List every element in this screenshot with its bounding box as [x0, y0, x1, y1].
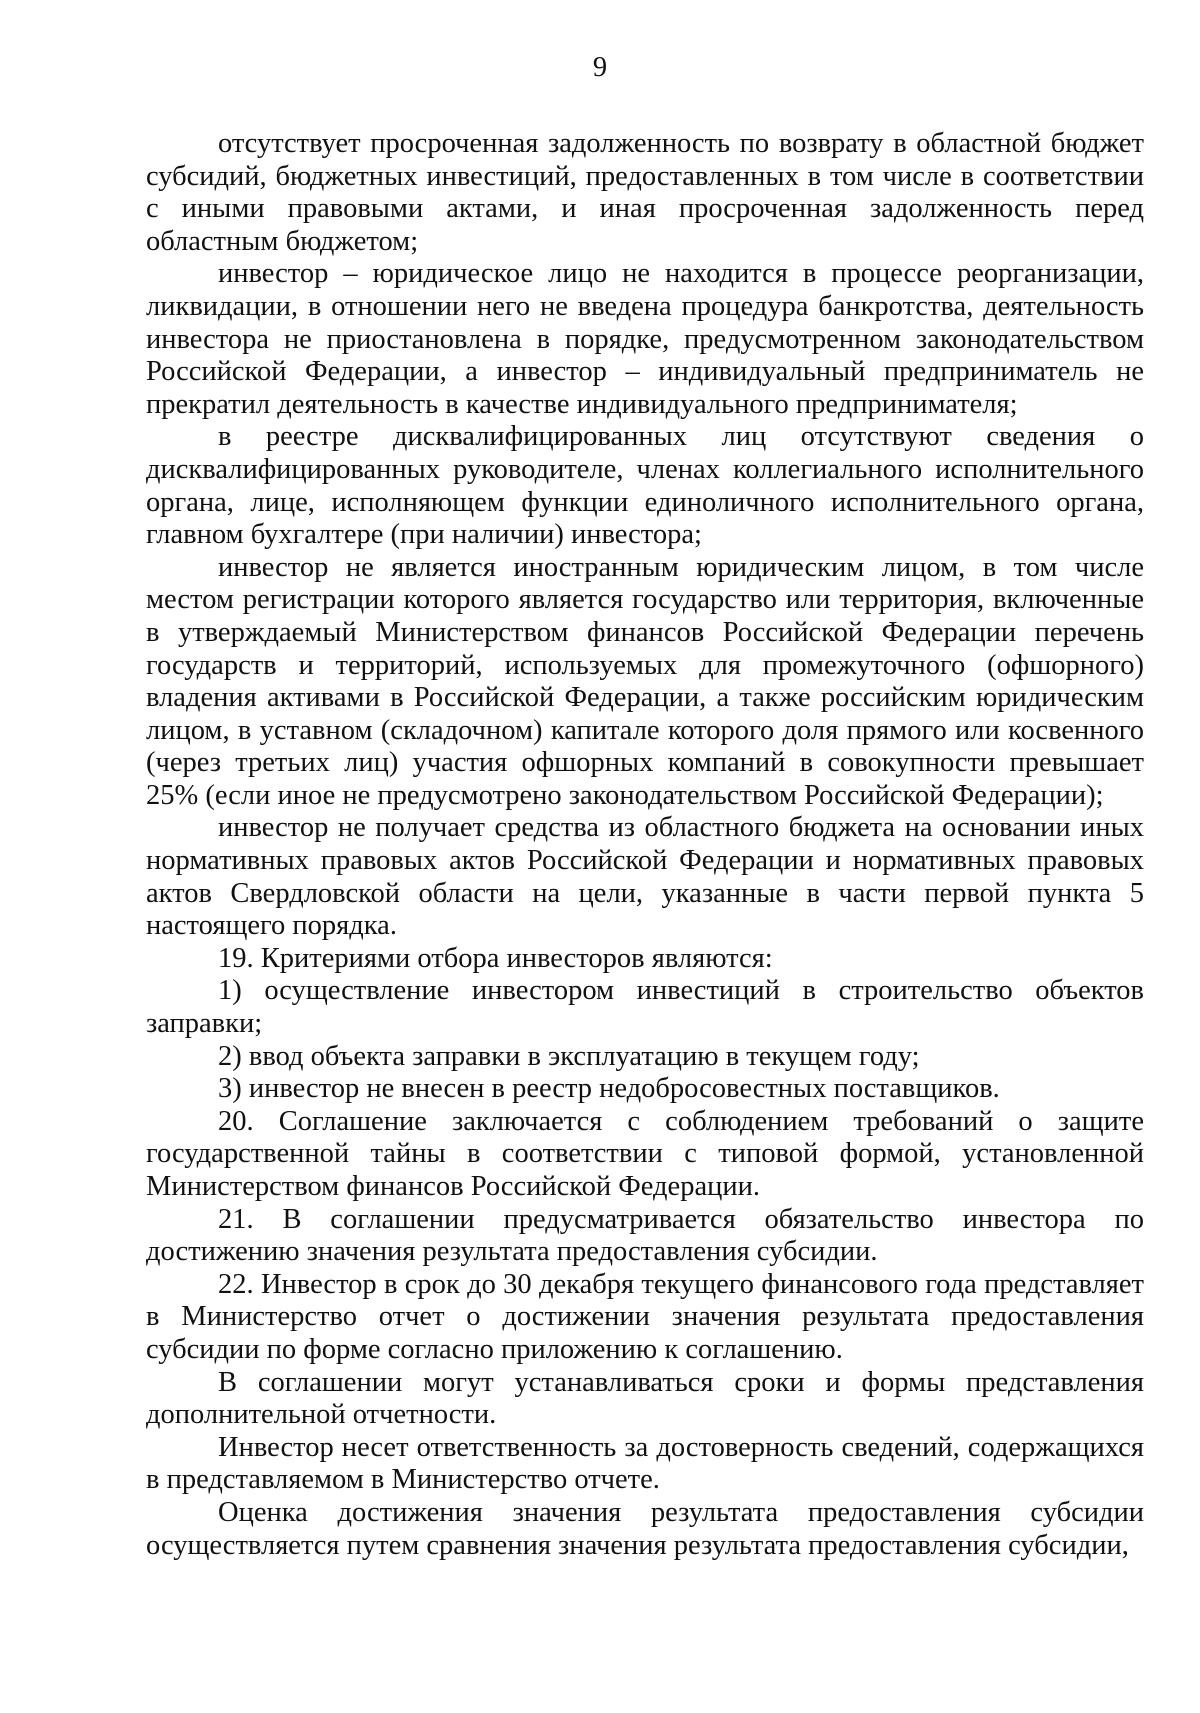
- paragraph-no-debt: отсутствует просроченная задолженность по возврату в областной бюджет субсидий, бюджетных инвестиций, предоставленных в том числе в соответствии с иными правовыми актами, и иная просроченная задолженность перед областным бюджетом;: [146, 128, 1144, 257]
- paragraph-item-22: 22. Инвестор в срок до 30 декабря текущего финансового года представляет в Министерство отчет о достижении значения результата предоставления субсидии по форме согласно приложению к соглашению.: [146, 1268, 1144, 1365]
- page-number: 9: [592, 52, 608, 83]
- paragraph-criterion-3: 3) инвестор не внесен в реестр недобросовестных поставщиков.: [218, 1073, 1000, 1105]
- paragraph-not-foreign-entity: инвестор не является иностранным юридическим лицом, в том числе местом регистрации которого является государство или территория, включенные в утверждаемый Министерством финансов Российской Федерации перечень государств и территорий, используемых для промежуточного (офшорного) владения активами в Российской Федерации, а также российским юридическим лицом, в уставном (складочном) капитале которого доля прямого или косвенного (через третьих лиц) участия офшорных компаний в совокупности превышает 25% (если иное не предусмотрено законодательством Российской Федерации);: [146, 551, 1144, 811]
- paragraph-item-19: 19. Критериями отбора инвесторов являются:: [218, 942, 773, 974]
- paragraph-no-reorganization: инвестор – юридическое лицо не находится в процессе реорганизации, ликвидации, в отношении него не введена процедура банкротства, деятельность инвестора не приостановлена в порядке, предусмотренном законодательством Российской Федерации, а инвестор – индивидуальный предприниматель не прекратил деятельность в качестве индивидуального предпринимателя;: [146, 258, 1144, 420]
- paragraph-responsibility: Инвестор несет ответственность за достоверность сведений, содержащихся в представляемом в Министерство отчете.: [146, 1431, 1144, 1496]
- paragraph-criterion-2: 2) ввод объекта заправки в эксплуатацию в текущем году;: [218, 1040, 920, 1072]
- paragraph-additional-reporting: В соглашении могут устанавливаться сроки и формы представления дополнительной отчетности.: [146, 1366, 1144, 1431]
- document-body: [146, 128, 1144, 1562]
- paragraph-item-21: 21. В соглашении предусматривается обязательство инвестора по достижению значения результата предоставления субсидии.: [146, 1203, 1144, 1268]
- paragraph-no-other-funding: инвестор не получает средства из областного бюджета на основании иных нормативных правовых актов Российской Федерации и нормативных правовых актов Свердловской области на цели, указанные в части первой пункта 5 настоящего порядка.: [146, 812, 1144, 942]
- paragraph-no-disqualified-persons: в реестре дисквалифицированных лиц отсутствуют сведения о дисквалифицированных руководителе, членах коллегиального исполнительного органа, лице, исполняющем функции единоличного исполнительного органа, главном бухгалтере (при наличии) инвестора;: [146, 421, 1144, 551]
- paragraph-item-20: 20. Соглашение заключается с соблюдением требований о защите государственной тайны в соответствии с типовой формой, установленной Министерством финансов Российской Федерации.: [146, 1105, 1144, 1202]
- paragraph-evaluation: Оценка достижения значения результата предоставления субсидии осуществляется путем сравнения значения результата предоставления субсидии,: [146, 1496, 1144, 1561]
- paragraph-criterion-1: 1) осуществление инвестором инвестиций в строительство объектов заправки;: [146, 975, 1144, 1040]
